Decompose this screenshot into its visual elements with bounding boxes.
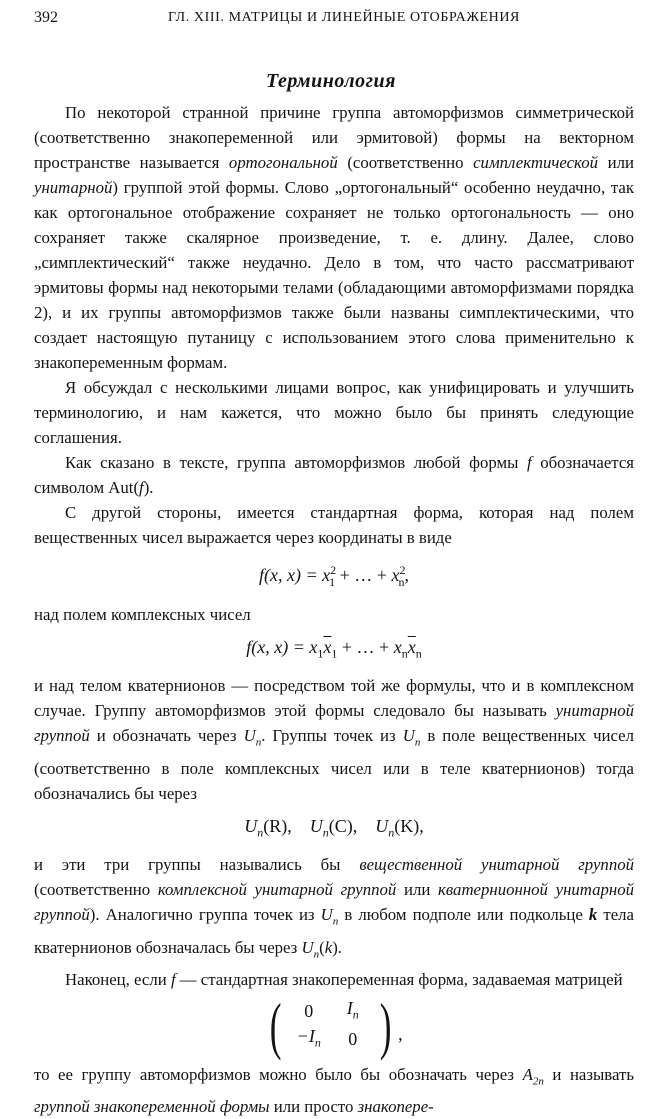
formula-groups: $U_n(R)$, $U_n(C)$, $U_n(K)$,	[244, 815, 424, 840]
formula-complex: f(x, $x) = x_1\overline{x}_1$ + … + $x_n\overline{x}_n$	[246, 636, 422, 661]
matrix-grid: 0 $I_n$ $-I_n$ 0	[296, 998, 359, 1050]
paragraph-8: Наконец, если f — стандартная знакопеременная форма, задаваемая матрицей	[65, 969, 623, 989]
page-header	[34, 9, 632, 29]
body-text	[34, 100, 634, 1119]
paragraph-9: то ее группу автоморфизмов можно было бы обозначать через $A_{2n}$ и называть группой знакопеременной формы или просто знакопере-	[34, 1064, 634, 1117]
paragraph-3: Как сказано в тексте, группа автоморфизмов любой формы f обозначается символом Aut(f).	[34, 453, 634, 497]
paragraph-7: и эти три группы назывались бы вещественной унитарной группой (соответственно комплексной унитарной группой или кватернионной унитарной группой). Аналогично группа точек из $U_n$ в любом подполе или подкольце k тела кватернионов обозначалась бы через $U_n(k)$.	[34, 855, 634, 960]
paragraph-6: и над телом кватернионов — посредством той же формулы, что и в комплексном случае. Группу автоморфизмов этой формы следовало бы называть унитарной группой и обозначать через $U_n$. Группы точек из $U_n$ в поле вещественных чисел (соответственно в поле комплексных чисел или в теле кватернионов) тогда обозначались бы через	[34, 676, 634, 803]
paragraph-2: Я обсуждал с несколькими лицами вопрос, как унифицировать и улучшить терминологию, и нам кажется, что можно было бы принять следующие соглашения.	[34, 378, 634, 447]
left-paren: (	[270, 989, 282, 1061]
right-paren: )	[379, 989, 392, 1061]
matrix-formula: ( 0 $I_n$ $-I_n$ 0 ) ,	[270, 989, 403, 1061]
formula-real: f(x, $x) = x^2_1$ + … + $x^2_n$,	[259, 563, 409, 589]
running-title: ГЛ. XIII. МАТРИЦЫ И ЛИНЕЙНЫЕ ОТОБРАЖЕНИЯ	[168, 10, 520, 25]
paragraph-4: С другой стороны, имеется стандартная форма, которая над полем вещественных чисел выражается через координаты в виде	[34, 503, 634, 547]
paragraph-1: По некоторой странной причине группа автоморфизмов симметрической (соответственно знакопеременной или эрмитовой) формы на векторном пространстве называется ортогональной (соответственно симплектической или унитарной) группой этой формы. Слово „ортогональный“ особенно неудачно, так как ортогональное отображение сохраняет не только ортогональность — оно сохраняет также скалярное произведение, т. е. длину. Далее, слово „симплектический“ также неудачно. Дело в том, что часто рассматривают эрмитовы формы над некоторыми телами (обладающими автоморфизмами порядка 2), и их группы автоморфизмов также были названы симплектическими, что создает настоящую путаницу с использованием этого слова применительно к знакопеременным формам.	[34, 103, 634, 372]
paragraph-5: над полем комплексных чисел	[34, 604, 251, 624]
page-number: 392	[34, 9, 58, 26]
section-title: Терминология	[266, 70, 396, 92]
